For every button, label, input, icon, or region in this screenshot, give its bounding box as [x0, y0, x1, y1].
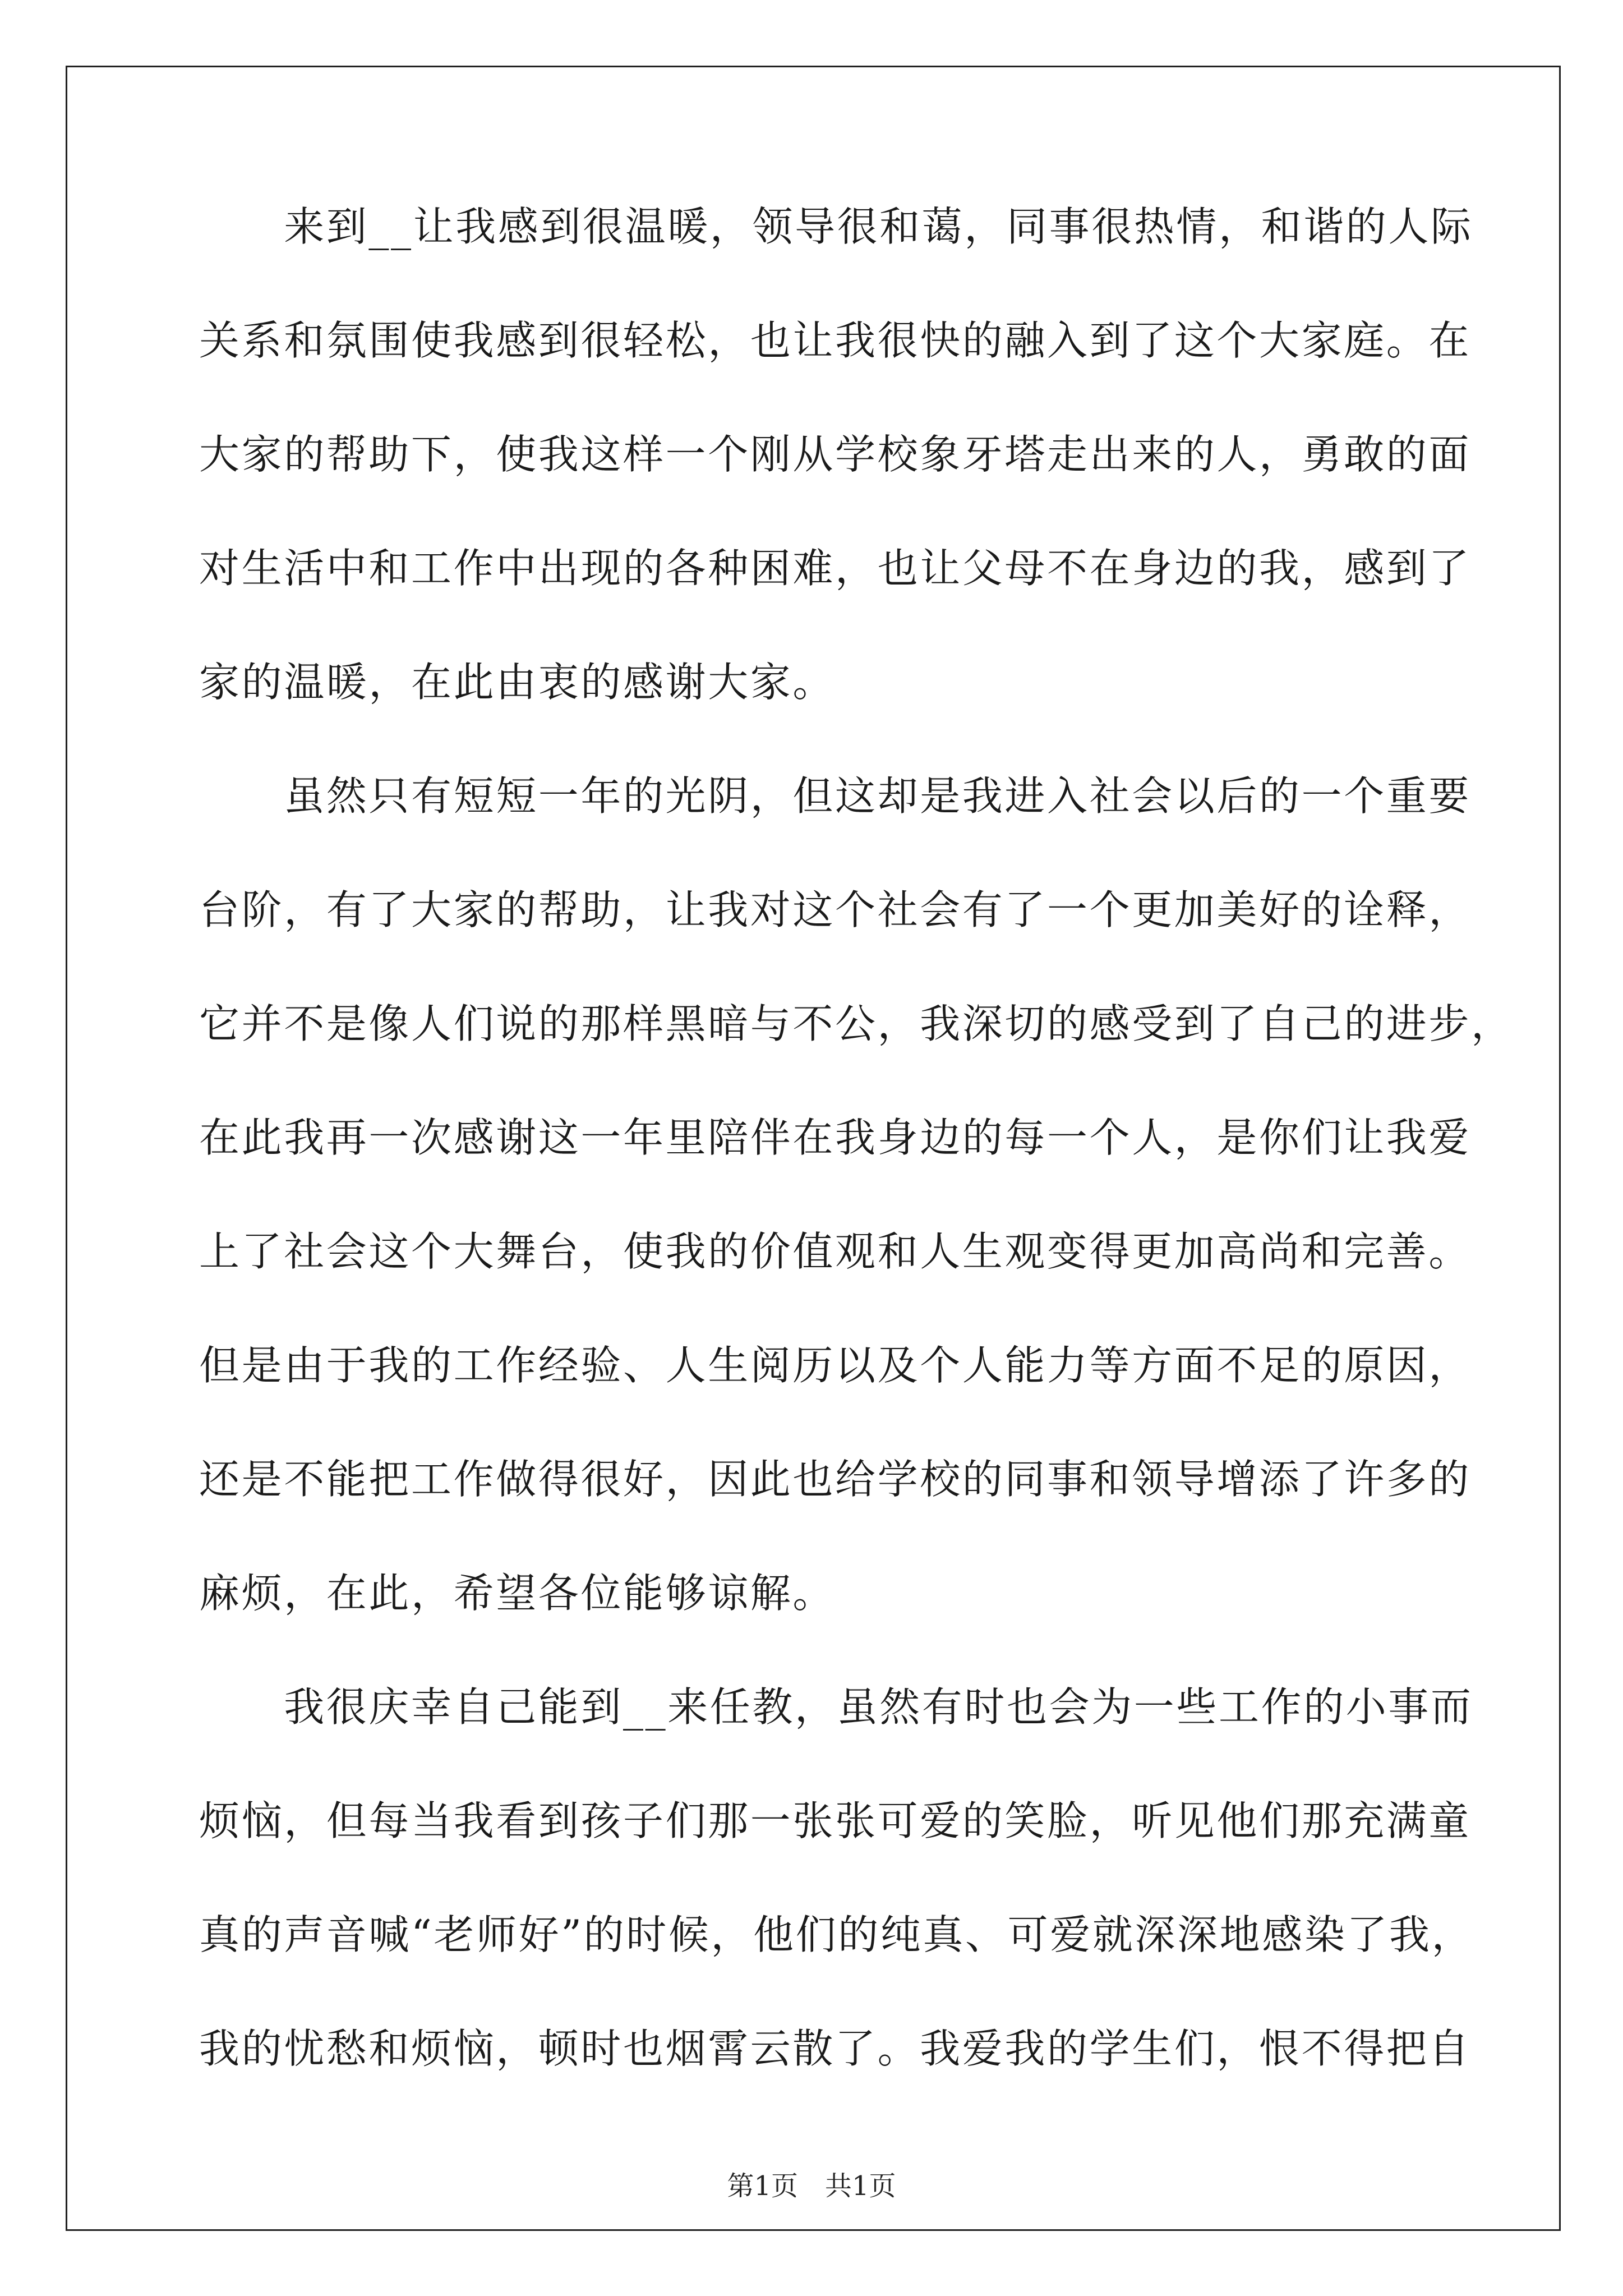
text-line: 关系和氛围使我感到很轻松，也让我很快的融入到了这个大家庭。在: [199, 317, 1472, 364]
text-line: 来到__让我感到很温暖，领导很和蔼，同事很热情，和谐的人际: [199, 203, 1473, 250]
page-footer: [0, 2171, 1623, 2201]
text-line: 在此我再一次感谢这一年里陪伴在我身边的每一个人，是你们让我爱: [199, 1114, 1472, 1161]
text-line: 我的忧愁和烦恼，顿时也烟霄云散了。我爱我的学生们，恨不得把自: [199, 2025, 1472, 2072]
text-line: 虽然只有短短一年的光阴，但这却是我进入社会以后的一个重要: [199, 772, 1472, 820]
document-body: [199, 203, 1514, 2142]
text-line: 还是不能把工作做得很好，因此也给学校的同事和领导增添了许多的: [199, 1456, 1472, 1503]
text-line: 家的温暖，在此由衷的感谢大家。: [199, 659, 836, 706]
text-line: 真的声音喊“老师好”的时候，他们的纯真、可爱就深深地感染了我，: [199, 1911, 1474, 1958]
text-line: 大家的帮助下，使我这样一个刚从学校象牙塔走出来的人，勇敢的面: [199, 431, 1472, 478]
text-line: 但是由于我的工作经验、人生阅历以及个人能力等方面不足的原因，: [199, 1342, 1472, 1389]
text-line: 对生活中和工作中出现的各种困难，也让父母不在身边的我，感到了: [199, 545, 1472, 592]
text-line: 我很庆幸自己能到__来任教，虽然有时也会为一些工作的小事而: [199, 1683, 1473, 1731]
page-number: 第1页 共1页: [727, 2170, 896, 2202]
text-line: 台阶，有了大家的帮助，让我对这个社会有了一个更加美好的诠释，: [199, 886, 1472, 933]
text-line: 上了社会这个大舞台，使我的价值观和人生观变得更加高尚和完善。: [199, 1228, 1472, 1275]
text-line: 它并不是像人们说的那样黑暗与不公，我深切的感受到了自己的进步，: [199, 1000, 1514, 1047]
text-line: 烦恼，但每当我看到孩子们那一张张可爱的笑脸，听见他们那充满童: [199, 1797, 1472, 1844]
text-line: 麻烦，在此，希望各位能够谅解。: [199, 1570, 836, 1617]
